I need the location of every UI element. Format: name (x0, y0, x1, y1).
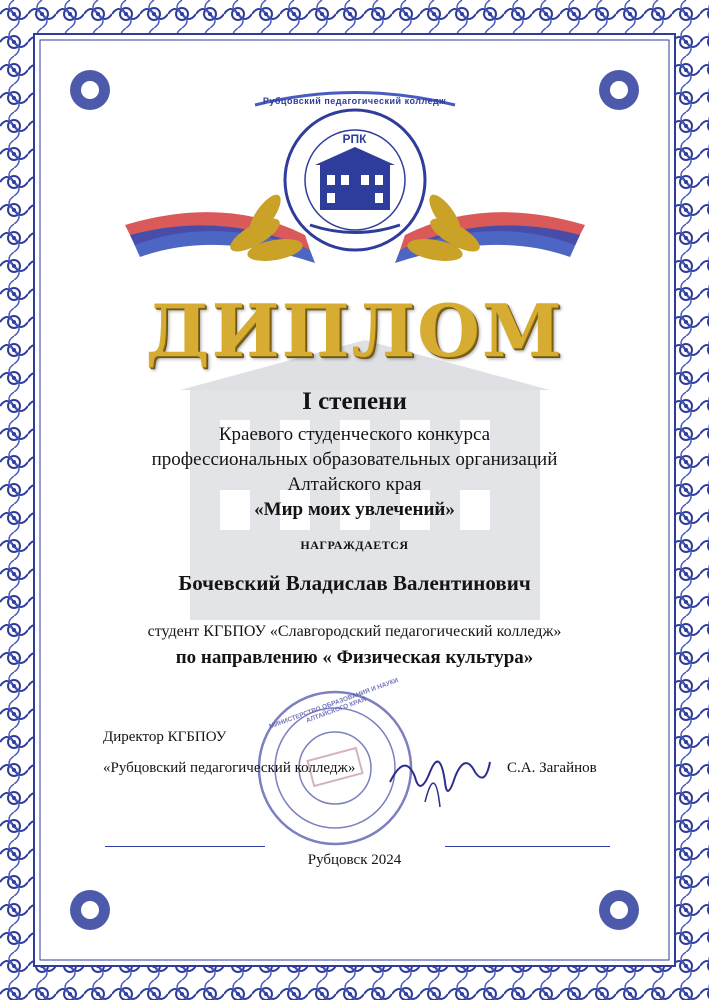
college-logo (105, 85, 605, 285)
contest-line-3: Алтайского края (287, 474, 422, 495)
divider-right (445, 846, 610, 847)
diploma-title: ДИПЛОМ (145, 288, 564, 373)
director-name: С.А. Загайнов (507, 760, 597, 776)
handwritten-signature (385, 742, 495, 812)
footer-city-year: Рубцовск 2024 (307, 852, 402, 868)
awarded-label: НАГРАЖДАЕТСЯ (300, 538, 409, 552)
director-title: Директор КГБПОУ (103, 729, 227, 745)
director-organization: «Рубцовский педагогический колледж» (103, 760, 356, 776)
divider-left (105, 846, 265, 847)
recipient-name: Бочевский Владислав Валентинович (178, 571, 531, 595)
logo-arc-text: Рубцовский педагогический колледж (262, 96, 447, 106)
direction-line: по направлению « Физическая культура» (175, 647, 534, 668)
logo-abbreviation: РПК (342, 132, 367, 146)
contest-line-1: Краевого студенческого конкурса (218, 424, 491, 445)
contest-line-2: профессиональных образовательных организаций (151, 449, 558, 470)
degree-heading: I степени (302, 388, 407, 415)
contest-name: «Мир моих увлечений» (254, 499, 455, 520)
stamp-text: МИНИСТЕРСТВО ОБРАЗОВАНИЯ И НАУКИ АЛТАЙСКОГО КРАЯ (268, 677, 400, 731)
student-line: студент КГБПОУ «Славгородский педагогический колледж» (147, 623, 562, 640)
